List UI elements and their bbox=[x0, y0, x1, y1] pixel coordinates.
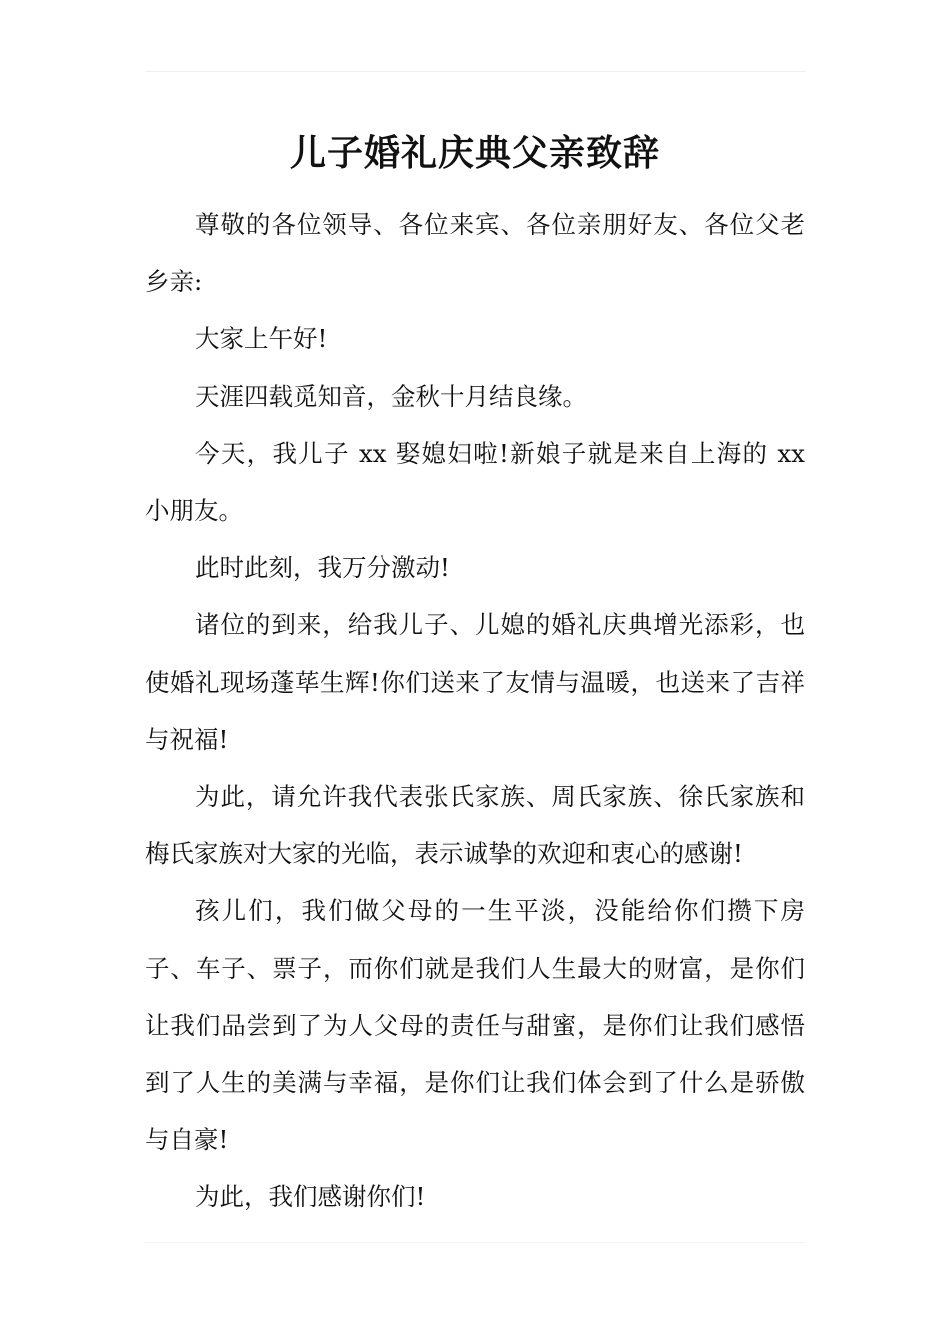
document-title: 儿子婚礼庆典父亲致辞 bbox=[289, 133, 660, 174]
paragraph-good-morning: 大家上午好! bbox=[195, 324, 328, 354]
paragraph-emotion: 此时此刻，我万分激动! bbox=[195, 553, 450, 583]
paragraph-family-thanks: 为此，请允许我代表张氏家族、周氏家族、徐氏家族和梅氏家族对大家的光临，表示诚挚的欢迎和衷心的感谢! bbox=[145, 782, 805, 869]
document-body bbox=[145, 196, 805, 1226]
header-divider bbox=[145, 71, 805, 72]
paragraph-couplet: 天涯四载觅知音，金秋十月结良缘。 bbox=[195, 381, 587, 411]
paragraph-guests-arrival: 诸位的到来，给我儿子、儿媳的婚礼庆典增光添彩，也使婚礼现场蓬荜生辉!你们送来了友情与温暖，也送来了吉祥与祝福! bbox=[145, 610, 805, 754]
paragraph-to-children: 孩儿们，我们做父母的一生平淡，没能给你们攒下房子、车子、票子，而你们就是我们人生最大的财富，是你们让我们品尝到了为人父母的责任与甜蜜，是你们让我们感悟到了人生的美满与幸福，是你们让我们体会到了什么是骄傲与自豪! bbox=[145, 896, 805, 1155]
paragraph-greeting-address: 尊敬的各位领导、各位来宾、各位亲朋好友、各位父老乡亲: bbox=[145, 210, 805, 297]
footer-divider bbox=[145, 1242, 805, 1243]
paragraph-closing-thanks: 为此，我们感谢你们! bbox=[195, 1182, 426, 1212]
paragraph-announcement: 今天，我儿子 xx 娶媳妇啦!新娘子就是来自上海的 xx 小朋友。 bbox=[145, 438, 805, 526]
